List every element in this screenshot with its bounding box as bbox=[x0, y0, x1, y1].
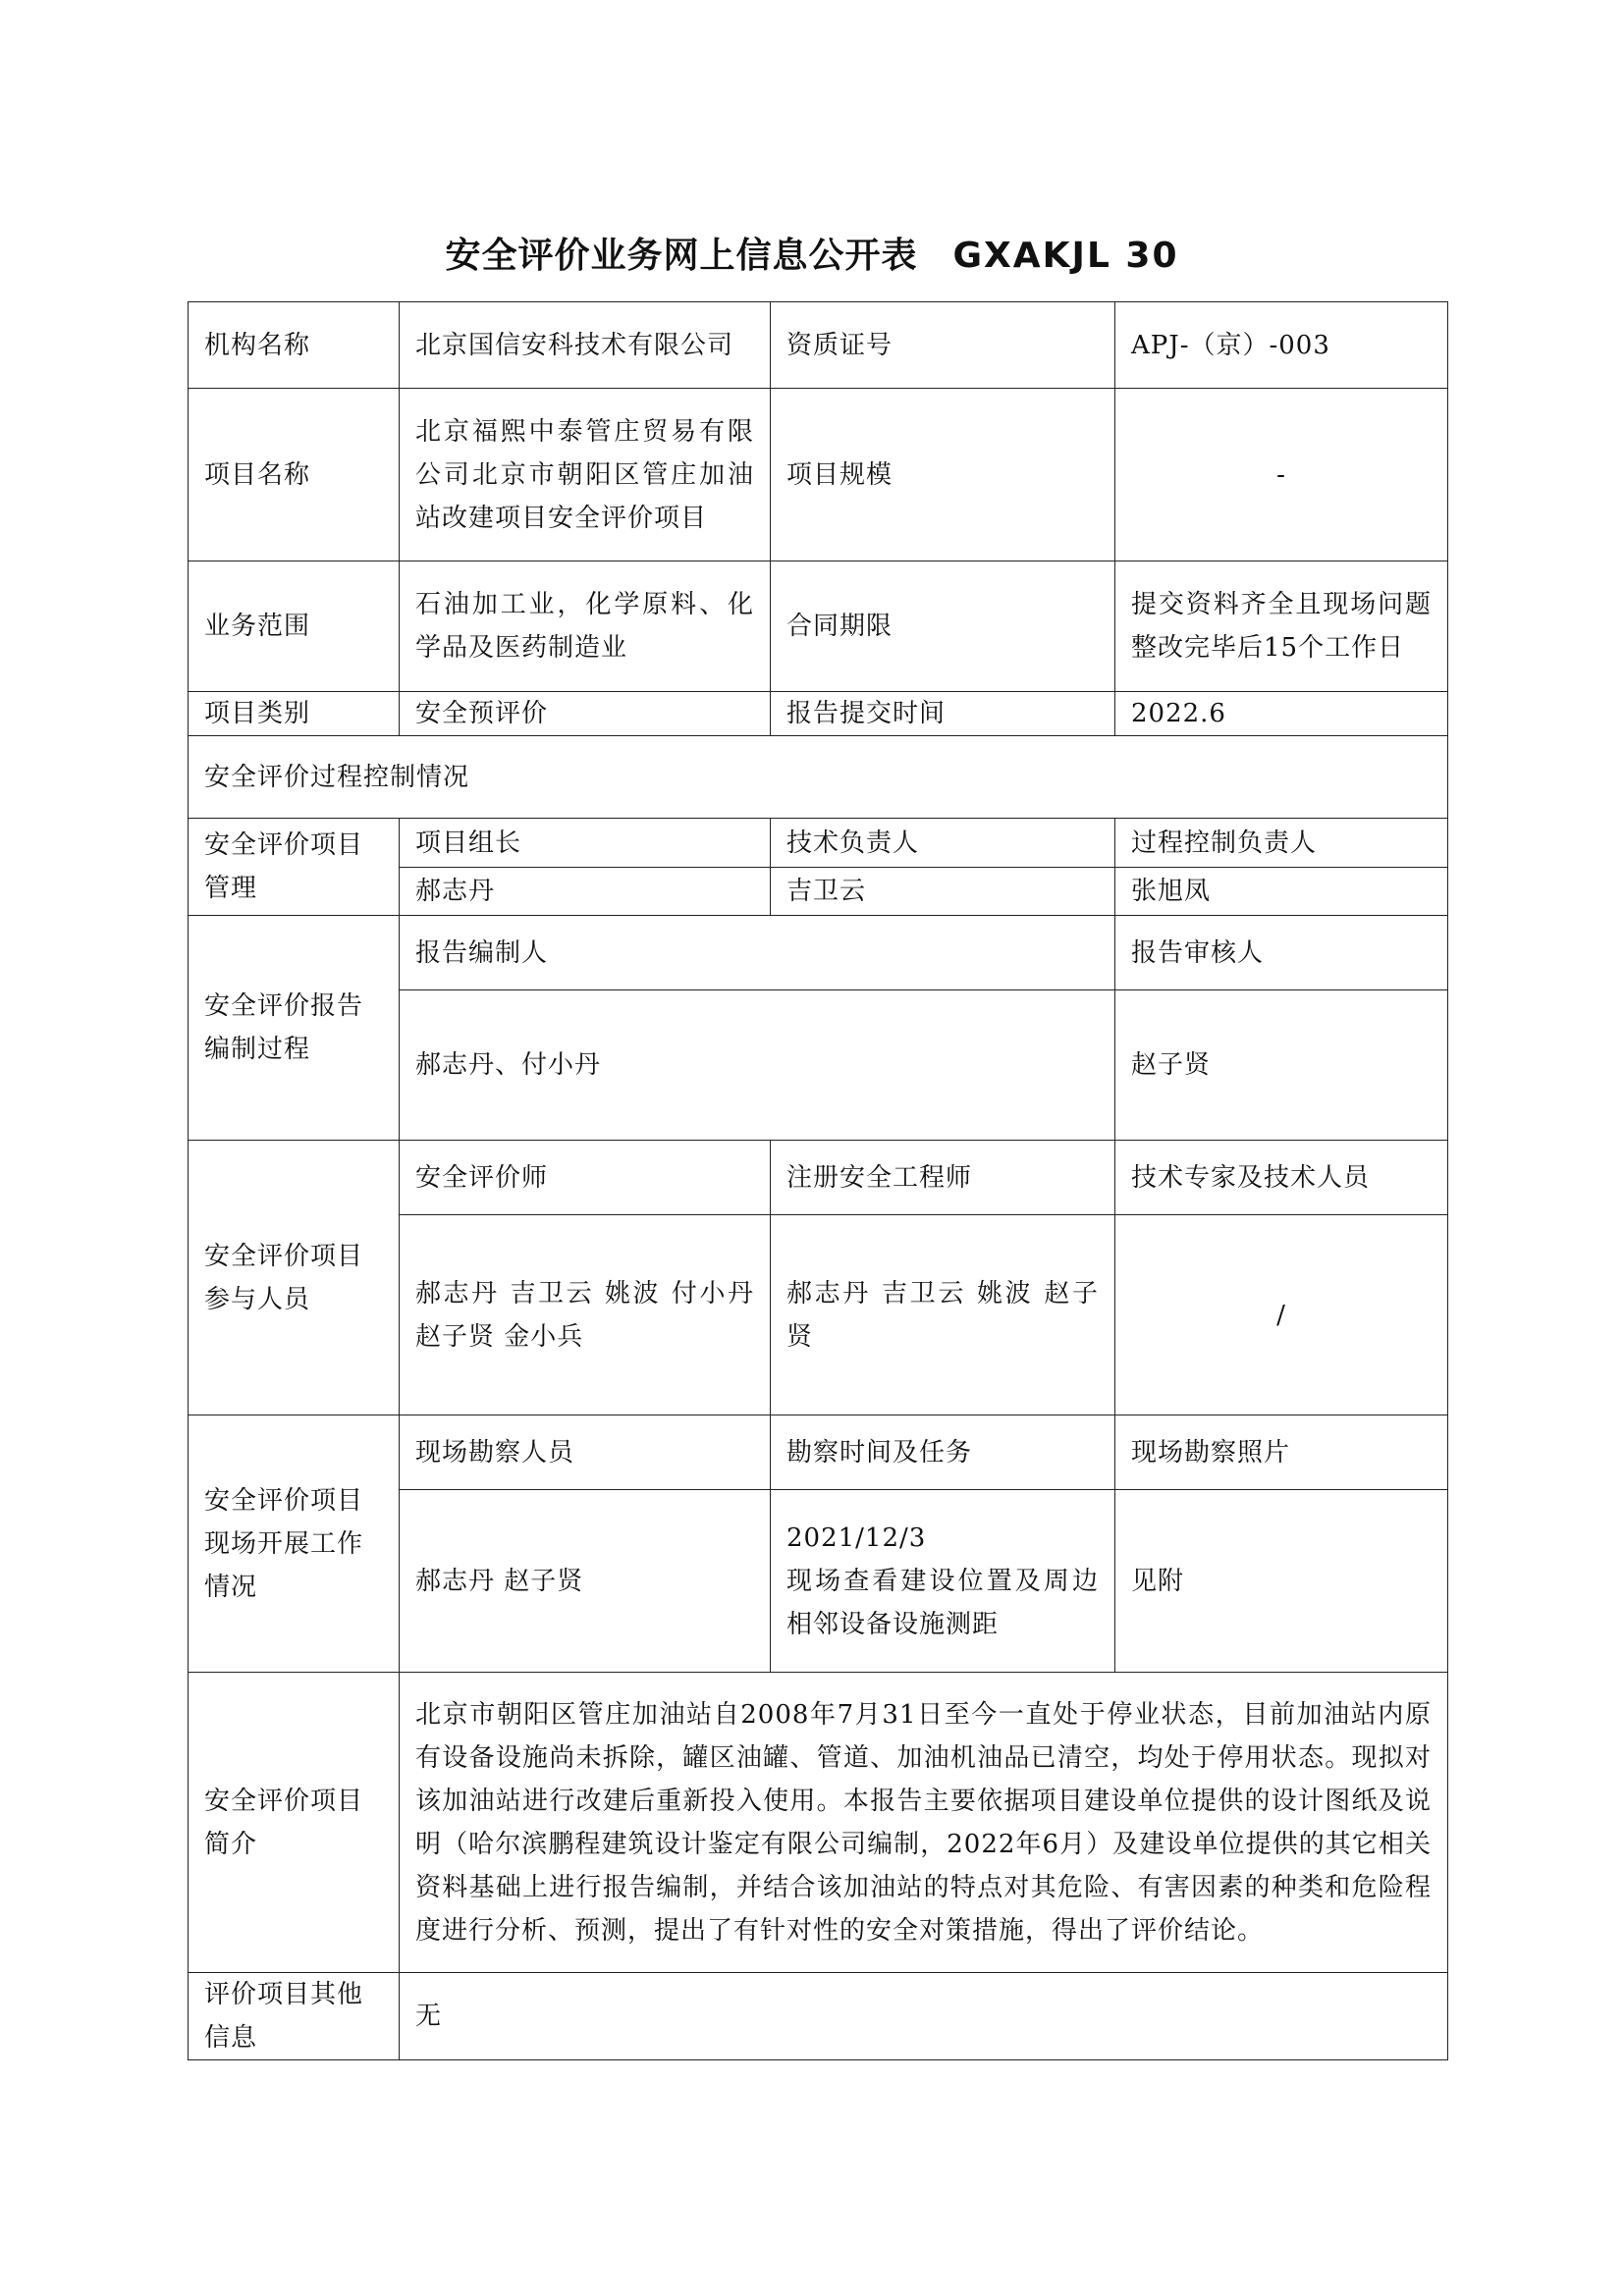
reviewer-value: 赵子贤 bbox=[1115, 990, 1448, 1141]
people-label: 现场勘察人员 bbox=[400, 1415, 771, 1490]
info-table bbox=[188, 301, 1448, 2060]
leader-value: 郝志丹 bbox=[400, 868, 771, 916]
project-label: 项目名称 bbox=[189, 389, 400, 561]
people-value: 郝志丹 赵子贤 bbox=[400, 1490, 771, 1673]
row-scope bbox=[189, 561, 1448, 692]
row-intro bbox=[189, 1673, 1448, 1973]
row-mgmt-head bbox=[189, 819, 1448, 868]
project-value: 北京福熙中泰管庄贸易有限公司北京市朝阳区管庄加油站改建项目安全评价项目 bbox=[400, 389, 771, 561]
category-value: 安全预评价 bbox=[400, 692, 771, 736]
report-label: 安全评价报告编制过程 bbox=[189, 916, 400, 1141]
intro-label: 安全评价项目简介 bbox=[189, 1673, 400, 1973]
scope-label: 业务范围 bbox=[189, 561, 400, 692]
row-staff-head bbox=[189, 1141, 1448, 1215]
process-title: 安全评价过程控制情况 bbox=[189, 736, 1448, 819]
survey-date: 2021/12/3 bbox=[786, 1522, 927, 1553]
title-text: 安全评价业务网上信息公开表 bbox=[445, 236, 918, 276]
author-value: 郝志丹、付小丹 bbox=[400, 990, 1115, 1141]
leader-label: 项目组长 bbox=[400, 819, 771, 868]
tech-label: 技术负责人 bbox=[771, 819, 1115, 868]
author-label: 报告编制人 bbox=[400, 916, 1115, 990]
contract-value: 提交资料齐全且现场问题整改完毕后15个工作日 bbox=[1115, 561, 1448, 692]
org-value: 北京国信安科技术有限公司 bbox=[400, 302, 771, 389]
evaluator-value: 郝志丹 吉卫云 姚波 付小丹 赵子贤 金小兵 bbox=[400, 1215, 771, 1415]
other-label: 评价项目其他信息 bbox=[189, 1973, 400, 2060]
scope-value: 石油加工业，化学原料、化学品及医药制造业 bbox=[400, 561, 771, 692]
row-report-head bbox=[189, 916, 1448, 990]
site-label: 安全评价项目现场开展工作情况 bbox=[189, 1415, 400, 1673]
intro-text: 北京市朝阳区管庄加油站自2008年7月31日至今一直处于停业状态，目前加油站内原有设备设施尚未拆除，罐区油罐、管道、加油机油品已清空，均处于停用状态。现拟对该加油站进行改建后重新投入使用。本报告主要依据项目建设单位提供的设计图纸及说明（哈尔滨鹏程建筑设计鉴定有限公司编制，2022年6月）及建设单位提供的其它相关资料基础上进行报告编制，并结合该加油站的特点对其危险、有害因素的种类和危险程度进行分析、预测，提出了有针对性的安全对策措施，得出了评价结论。 bbox=[400, 1673, 1448, 1973]
staff-label: 安全评价项目参与人员 bbox=[189, 1141, 400, 1415]
tech-value: 吉卫云 bbox=[771, 868, 1115, 916]
mgmt-label: 安全评价项目管理 bbox=[189, 819, 400, 916]
submit-label: 报告提交时间 bbox=[771, 692, 1115, 736]
row-project bbox=[189, 389, 1448, 561]
row-category bbox=[189, 692, 1448, 736]
control-label: 过程控制负责人 bbox=[1115, 819, 1448, 868]
photo-label: 现场勘察照片 bbox=[1115, 1415, 1448, 1490]
photo-value: 见附 bbox=[1115, 1490, 1448, 1673]
org-label: 机构名称 bbox=[189, 302, 400, 389]
control-value: 张旭凤 bbox=[1115, 868, 1448, 916]
row-other bbox=[189, 1973, 1448, 2060]
scale-value: - bbox=[1115, 389, 1448, 561]
other-value: 无 bbox=[400, 1973, 1448, 2060]
time-label: 勘察时间及任务 bbox=[771, 1415, 1115, 1490]
row-process-title bbox=[189, 736, 1448, 819]
engineer-value: 郝志丹 吉卫云 姚波 赵子贤 bbox=[771, 1215, 1115, 1415]
row-org bbox=[189, 302, 1448, 389]
cert-label: 资质证号 bbox=[771, 302, 1115, 389]
evaluator-label: 安全评价师 bbox=[400, 1141, 771, 1215]
category-label: 项目类别 bbox=[189, 692, 400, 736]
page-title bbox=[0, 228, 1624, 278]
contract-label: 合同期限 bbox=[771, 561, 1115, 692]
reviewer-label: 报告审核人 bbox=[1115, 916, 1448, 990]
row-site-head bbox=[189, 1415, 1448, 1490]
form-code: GXAKJL 30 bbox=[952, 236, 1179, 276]
expert-value: / bbox=[1115, 1215, 1448, 1415]
submit-value: 2022.6 bbox=[1115, 692, 1448, 736]
time-value bbox=[771, 1490, 1115, 1673]
expert-label: 技术专家及技术人员 bbox=[1115, 1141, 1448, 1215]
engineer-label: 注册安全工程师 bbox=[771, 1141, 1115, 1215]
cert-value: APJ-（京）-003 bbox=[1115, 302, 1448, 389]
scale-label: 项目规模 bbox=[771, 389, 1115, 561]
survey-task: 现场查看建设位置及周边相邻设备设施测距 bbox=[786, 1566, 1099, 1639]
